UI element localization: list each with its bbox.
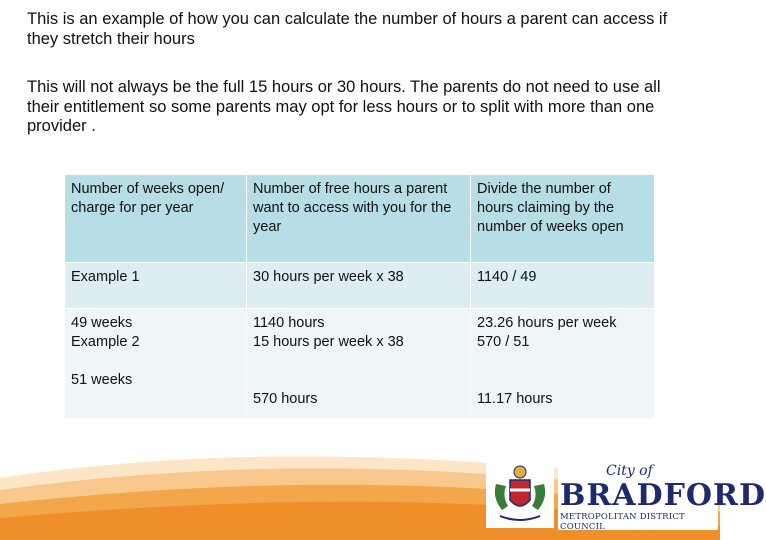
bradford-crest-icon [486,462,554,528]
example2-result: 11.17 hours [477,391,553,407]
example1-divide: 1140 / 49 [471,263,655,309]
example2-formula: 15 hours per week x 38 [253,334,404,350]
example2-divide: 570 / 51 [477,334,530,350]
example1-label: Example 1 [65,263,247,309]
table-header-row [65,175,655,263]
header-divide: Divide the number of hours claiming by the number of weeks open [471,175,655,263]
intro-paragraph-1: This is an example of how you can calculate the number of hours a parent can access if they stretch their hours [27,10,668,48]
example2-label: Example 2 [71,334,140,350]
header-weeks: Number of weeks open/ charge for per year [65,175,247,263]
header-free-hours: Number of free hours a parent want to access with you for the year [247,175,471,263]
logo-council: METROPOLITAN DISTRICT COUNCIL [560,512,685,532]
example2-weeks: 51 weeks [71,372,133,388]
example-hours-cell [247,309,471,419]
hours-calculation-table [64,174,655,419]
table-row-example-1 [65,263,655,309]
intro-paragraph-2: This will not always be the full 15 hours or 30 hours. The parents do not need to use all their entitlement so some parents may opt for less hours or to split with more than one provider . [27,78,661,135]
example2-total: 570 hours [253,391,318,407]
example1-formula: 30 hours per week x 38 [247,263,471,309]
example1-result: 23.26 hours per week [477,315,617,331]
example-result-cell [471,309,655,419]
logo-city-of: City of [606,463,653,479]
logo-bradford: BRADFORD [560,478,766,513]
table-row-example-2 [65,309,655,419]
example1-weeks: 49 weeks [71,315,133,331]
example1-total: 1140 hours [253,315,325,331]
example-weeks-cell [65,309,247,419]
